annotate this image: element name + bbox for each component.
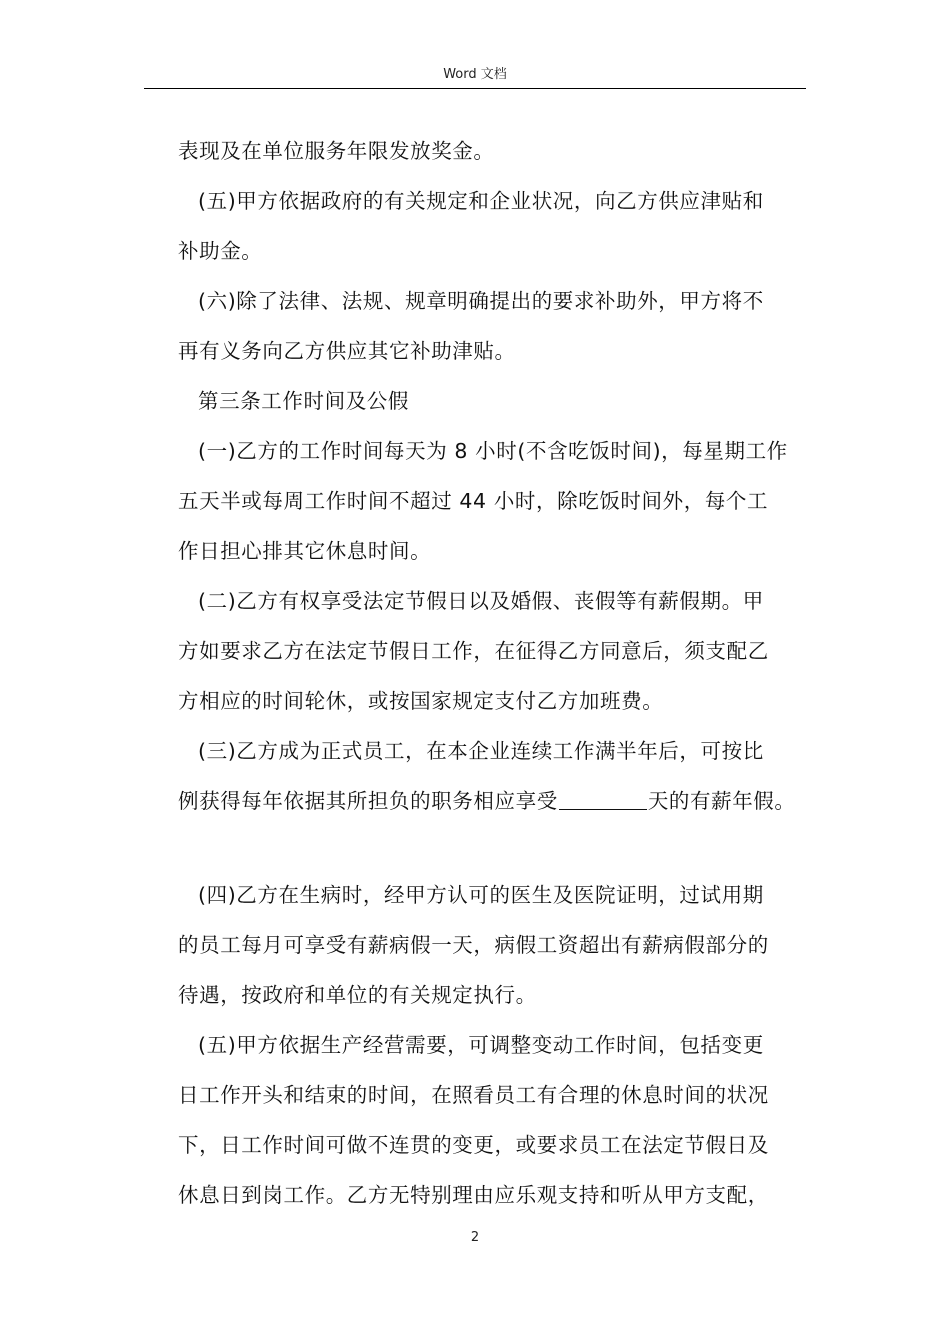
paragraph-line: 下，日工作时间可做不连贯的变更，或要求员工在法定节假日及 <box>178 1133 769 1157</box>
paragraph-line: 作日担心排其它休息时间。 <box>178 539 432 563</box>
page-number: 2 <box>470 1230 480 1245</box>
paragraph-line: 表现及在单位服务年限发放奖金。 <box>178 139 495 163</box>
paragraph-line: 的员工每月可享受有薪病假一天，病假工资超出有薪病假部分的 <box>178 933 769 957</box>
paragraph-line: (五)甲方依据生产经营需要，可调整变动工作时间，包括变更 <box>198 1033 764 1057</box>
page-header-title: Word 文档 <box>443 67 507 82</box>
paragraph-line: 方相应的时间轮休，或按国家规定支付乙方加班费。 <box>178 689 664 713</box>
section-heading: 第三条工作时间及公假 <box>198 389 409 413</box>
text-after-blank: 天的有薪年假。 <box>647 789 796 813</box>
paragraph-line: (四)乙方在生病时，经甲方认可的医生及医院证明，过试用期 <box>198 883 764 907</box>
paragraph-line: (五)甲方依据政府的有关规定和企业状况，向乙方供应津贴和 <box>198 189 764 213</box>
paragraph-line-with-blank <box>178 776 818 826</box>
paragraph-line: 待遇，按政府和单位的有关规定执行。 <box>178 983 537 1007</box>
paragraph-line: 补助金。 <box>178 239 263 263</box>
paragraph-line: (二)乙方有权享受法定节假日以及婚假、丧假等有薪假期。甲 <box>198 589 764 613</box>
paragraph-line: 五天半或每周工作时间不超过 44 小时，除吃饭时间外，每个工 <box>178 489 769 513</box>
text-before-blank: 例获得每年依据其所担负的职务相应享受 <box>178 789 558 813</box>
spacer <box>178 826 818 870</box>
header-divider <box>144 88 806 89</box>
paragraph-line: 再有义务向乙方供应其它补助津贴。 <box>178 339 516 363</box>
paragraph-line: (三)乙方成为正式员工，在本企业连续工作满半年后，可按比 <box>198 739 764 763</box>
paragraph-line: 日工作开头和结束的时间，在照看员工有合理的休息时间的状况 <box>178 1083 769 1107</box>
paragraph-line: 休息日到岗工作。乙方无特别理由应乐观支持和听从甲方支配， <box>178 1183 769 1207</box>
paragraph-line: 方如要求乙方在法定节假日工作，在征得乙方同意后，须支配乙 <box>178 639 769 663</box>
paragraph-line: (六)除了法律、法规、规章明确提出的要求补助外，甲方将不 <box>198 289 764 313</box>
paragraph-line: (一)乙方的工作时间每天为 8 小时(不含吃饭时间)，每星期工作 <box>198 439 788 463</box>
fill-in-blank <box>559 787 647 810</box>
document-body <box>178 126 818 1220</box>
